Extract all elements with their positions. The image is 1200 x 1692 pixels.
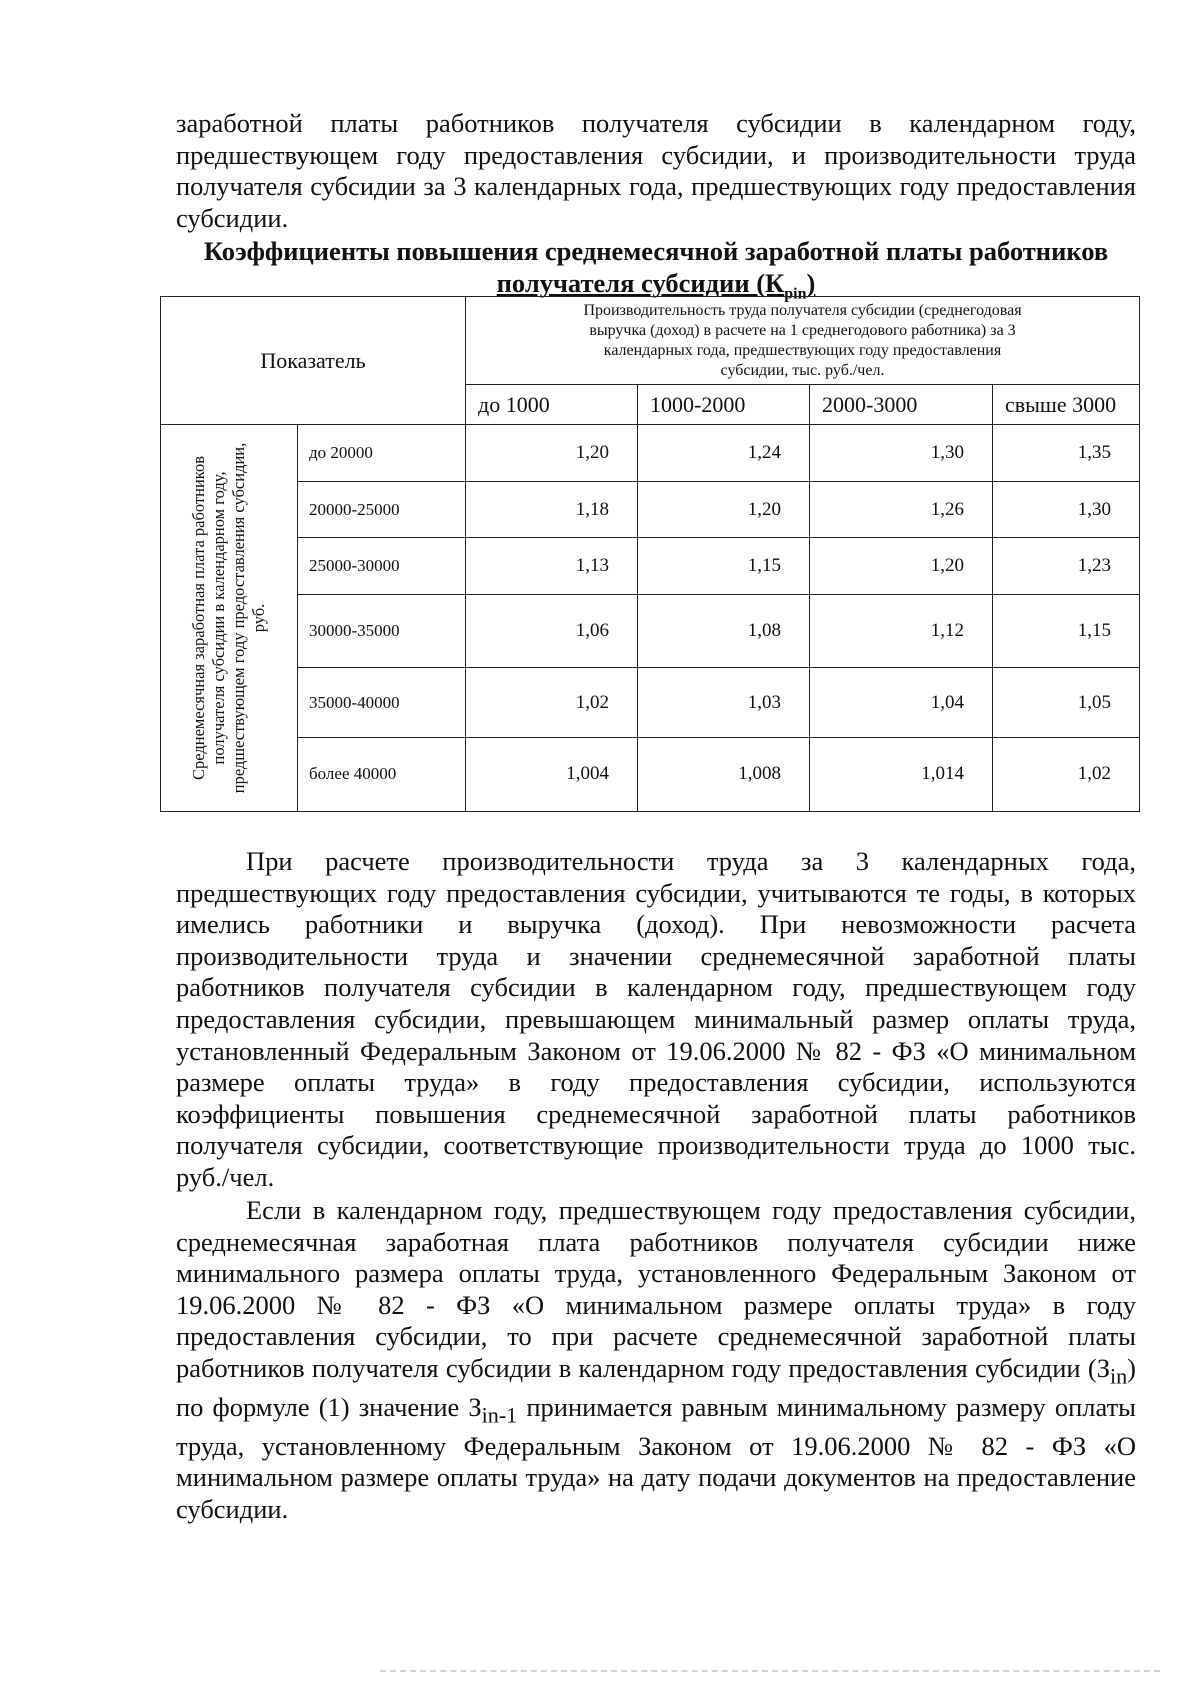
table-title-line1: Коэффициенты повышения среднемесячной заработной платы работников [203,236,1109,266]
coefficient-cell: 1,15 [638,538,810,595]
coefficient-cell: 1,03 [638,668,810,738]
coefficient-cell: 1,30 [810,425,993,482]
coefficient-cell: 1,35 [993,425,1140,482]
table-row [161,481,1140,538]
coefficient-cell: 1,04 [810,668,993,738]
coefficient-cell: 1,05 [993,668,1140,738]
productivity-header: Производительность труда получателя субсидии (среднегодовая выручка (доход) в расчете на 1 среднегодового работника) за 3 календарных года, предшествующих году предоставления субсидии, тыс. руб./чел. [466,297,1140,385]
coefficient-cell: 1,15 [993,595,1140,668]
coefficient-cell: 1,08 [638,595,810,668]
salary-label-cell [161,425,298,812]
coefficient-cell: 1,13 [466,538,638,595]
productivity-column-header: 1000-2000 [638,385,810,425]
table-row [161,737,1140,811]
salary-range: 25000-30000 [298,538,466,595]
coefficients-table [160,296,1140,812]
coefficient-cell: 1,014 [810,737,993,811]
coefficient-cell: 1,24 [638,425,810,482]
coefficient-cell: 1,20 [810,538,993,595]
salary-range: 20000-25000 [298,481,466,538]
salary-range: до 20000 [298,425,466,482]
intro-paragraph: заработной платы работников получателя субсидии в календарном году, предшествующем году предоставления субсидии, и производительности труда получателя субсидии за 3 календарных года, предшествующих году предоставления субсидии. [176,108,1136,233]
salary-range: 30000-35000 [298,595,466,668]
coefficient-cell: 1,26 [810,481,993,538]
coefficient-cell: 1,30 [993,481,1140,538]
table-row [161,668,1140,738]
coefficient-cell: 1,02 [993,737,1140,811]
coefficient-cell: 1,20 [638,481,810,538]
table-row [161,538,1140,595]
productivity-column-header: 2000-3000 [810,385,993,425]
indicator-header: Показатель [161,297,466,425]
table-title-line2: получателя субсидии $(К_{pin})$ [496,268,816,303]
coefficient-cell: 1,12 [810,595,993,668]
scan-artifact-line [380,1670,1160,1674]
coefficient-cell: 1,23 [993,538,1140,595]
salary-range: 35000-40000 [298,668,466,738]
salary-label: Среднемесячная заработная плата работников получателя субсидии в календарном году, предшествующем году предоставления субсидии, руб. [189,442,268,794]
coefficient-cell: 1,004 [466,737,638,811]
table-row [161,425,1140,482]
calculation-paragraph: При расчете производительности труда за 3 календарных года, предшествующих году предоставления субсидии, учитываются те годы, в которых имелись работники и выручка (доход). При невозможности расчета производительности труда и значении среднемесячной заработной платы работников получателя субсидии в календарном году, предшествующем году предоставления субсидии, превышающем минимальный размер оплаты труда, установленный Федеральным Законом от 19.06.2000 № 82 - ФЗ «О минимальном размере оплаты труда» в году предоставления субсидии, используются коэффициенты повышения среднемесячной заработной платы работников получателя субсидии, соответствующие производительности труда до 1000 тыс. руб./чел. [176,846,1136,1192]
coefficient-cell: 1,06 [466,595,638,668]
salary-range: более 40000 [298,737,466,811]
coefficient-cell: 1,02 [466,668,638,738]
coefficient-cell: 1,18 [466,481,638,538]
coefficient-cell: 1,008 [638,737,810,811]
productivity-column-header: свыше 3000 [993,385,1140,425]
coefficient-cell: 1,20 [466,425,638,482]
minimum-wage-paragraph: Если в календарном году, предшествующем году предоставления субсидии, среднемесячная заработная плата работников получателя субсидии ниже минимального размера оплаты труда, установленного Федеральным Законом от 19.06.2000 № 82 - ФЗ «О минимальном размере оплаты труда» в году предоставления субсидии, то при расчете среднемесячной заработной платы работников получателя субсидии в календарном году предоставления субсидии $(З_{in})$ по формуле (1) значение $З_{in-1}$ принимается равным минимальному размеру оплаты труда, установленному Федеральным Законом от 19.06.2000 № 82 - ФЗ «О минимальном размере оплаты труда» на дату подачи документов на предоставление субсидии. [176,1195,1136,1524]
productivity-column-header: до 1000 [466,385,638,425]
table-row [161,595,1140,668]
